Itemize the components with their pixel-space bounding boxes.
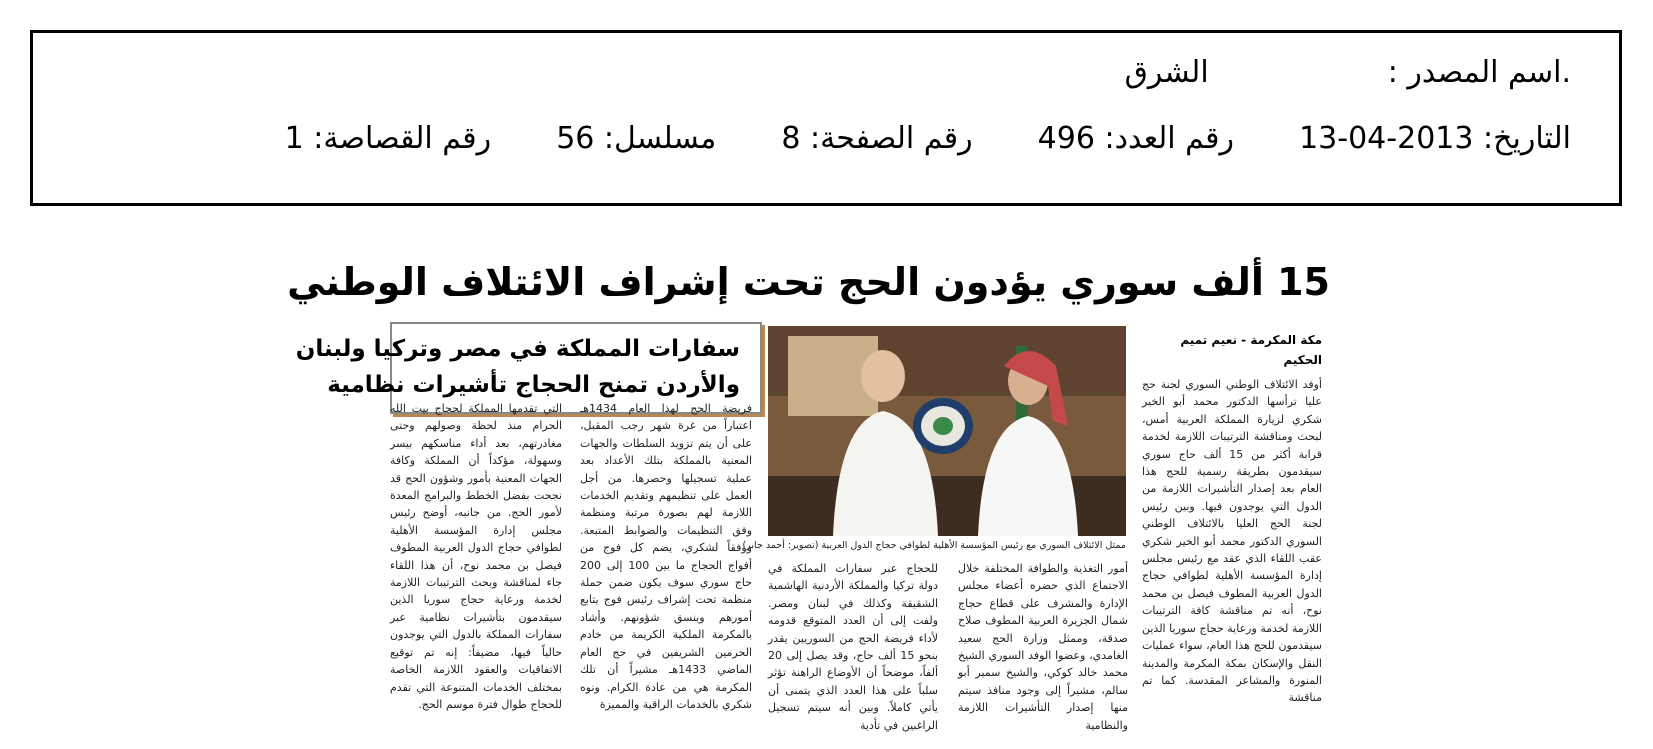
- newspaper-clipping: [287, 228, 1336, 738]
- photo-caption: ممثل الائتلاف السوري مع رئيس المؤسسة الأهلية لطوافي حجاج الدول العربية (تصوير: أحمد جابر): [742, 540, 1126, 551]
- issue-label: رقم العدد:: [1104, 121, 1234, 156]
- source-info-box: [30, 30, 1622, 206]
- article-column-1: [1142, 376, 1322, 724]
- article-column-5: [390, 400, 562, 724]
- article-column-4: [580, 400, 752, 724]
- meta-row: [285, 121, 1571, 156]
- page-value: 8: [781, 121, 801, 156]
- serial-label: مسلسل:: [603, 121, 717, 156]
- column-2-text: أمور التغذية والطوافة المختلفة خلال الاجتماع الذي حضره أعضاء مجلس الإدارة والمشرف على قطاع حجاج شمال الجزيرة العربية المطوف صلاح صدقة، وممثل وزارة الحج سعيد الغامدي، وعضوا الوفد السوري الشيخ محمد خالد كوكي، والشيخ سمير أبو سالم، مشيراً إلى وجود منافذ سيتم منها إصدار التأشيرات اللازمة والنظامية: [958, 562, 1128, 732]
- photo-illustration: [768, 326, 1126, 536]
- column-4-text: فريضة الحج لهذا العام 1434هـ اعتباراً من غرة شهر رجب المقبل، على أن يتم تزويد السلطات والجهات المعنية بالمملكة بتلك الأعداد بعد عملية تسجيلها وحصرها. من أجل العمل على تنظيمهم وتقديم الخدمات اللازمة لهم بصورة مرتبة ومنظمة وفق التنظيمات والضوابط المتبعة. ووفقاً لشكري، يضم كل فوج من أفواج الحجاج ما بين 100 إلى 200 حاج سوري سوف يكون ضمن حملة منظمة تحت إشراف رئيس فوج يتابع أمورهم وينسق شؤونهم. وأشاد بالمكرمة الملكية الكريمة من خادم الحرمين الشريفين في حج العام الماضي 1433هـ مشيراً أن تلك المكرمة هي من عادة الكرام. ونوه شكري بالخدمات الراقية والمميزة: [580, 402, 752, 711]
- date-value: 2013-04-13: [1299, 121, 1474, 156]
- article-column-2: [958, 560, 1128, 732]
- article-photo: [768, 326, 1126, 536]
- issue-value: 496: [1037, 121, 1095, 156]
- article-column-3: [768, 560, 938, 732]
- sidebar-title-line-2: والأردن تمنح الحجاج تأشيرات نظامية: [327, 372, 740, 398]
- clip-label: رقم القصاصة:: [313, 121, 492, 156]
- page-label: رقم الصفحة:: [810, 121, 973, 156]
- source-row: [1125, 55, 1571, 90]
- column-3-text: للحجاج عبر سفارات المملكة في دولة تركيا والمملكة الأردنية الهاشمية الشقيقة وكذلك في لبنان ومصر. ولفت إلى أن العدد المتوقع قدومه لأداء فريضة الحج من السوريين يقدر بنحو 15 ألف حاج، وقد يصل إلى 20 ألفاً، موضحاً أن الأوضاع الراهنة تؤثر سلباً على هذا العدد الذي يتمنى أن يأتي كاملاً. وبين أنه سيتم تسجيل الراغبين في تأدية: [768, 562, 938, 732]
- article-headline: 15 ألف سوري يؤدون الحج تحت إشراف الائتلاف الوطني: [287, 260, 1330, 304]
- clip-value: 1: [284, 121, 304, 156]
- article-byline: مكة المكرمة - نعيم تميم الحكيم: [1180, 333, 1322, 367]
- column-1-text: أوفد الائتلاف الوطني السوري لجنة حج عليا ترأسها الدكتور محمد أبو الخير شكري لزيارة المملكة العربية أمس، لبحث ومناقشة الترتيبات اللازمة لخدمة قرابة أكثر من 15 ألف حاج سوري سيقدمون بطريقة رسمية للحج هذا العام بعد إصدار التأشيرات اللازمة من الدول التي يوجدون فيها. وبين رئيس لجنة الحج العليا بالائتلاف الوطني السوري الدكتور محمد أبو الخير شكري عقب اللقاء الذي عقد مع رئيس مجلس إدارة المؤسسة الأهلية لطوافي حجاج الدول العربية المطوف فيصل بن محمد نوح، أنه تم مناقشة كافة الترتيبات اللازمة لخدمة ورعاية حجاج سوريا الذين سيقدمون للحج هذا العام، سواء عمليات النقل والإسكان بمكة المكرمة والمدينة المنورة والمشاعر المقدسة. كما تم مناقشة: [1142, 378, 1323, 705]
- date-label: التاريخ:: [1483, 121, 1571, 156]
- source-label: .اسم المصدر :: [1387, 55, 1571, 90]
- source-value: الشرق: [1124, 55, 1209, 90]
- sidebar-title-line-1: سفارات المملكة في مصر وتركيا ولبنان: [295, 336, 740, 362]
- serial-value: 56: [556, 121, 595, 156]
- column-5-text: التي تقدمها المملكة لحجاج بيت الله الحرام منذ لحظة وصولهم وحتى مغادرتهم، بعد أداء مناسكهم بيسر وسهولة، مؤكداً أن المملكة وكافة الجهات المعنية بأمور وشؤون الحج قد نجحت بفضل الخطط والبرامج المعدة لأمور الحج. من جانبه، أوضح رئيس مجلس إدارة المؤسسة الأهلية لطوافي حجاج الدول العربية المطوف فيصل بن محمد نوح، أن هذا اللقاء جاء لمناقشة وبحث الترتيبات اللازمة لخدمة ورعاية حجاج سوريا الذين سيقدمون بتأشيرات نظامية عبر سفارات المملكة بالدول التي يوجدون حالياً فيها، مضيفاً: إنه تم توقيع الاتفاقيات والعقود اللازمة الخاصة بمختلف الخدمات المتنوعة التي تقدم للحجاج طوال فترة موسم الحج.: [390, 402, 562, 711]
